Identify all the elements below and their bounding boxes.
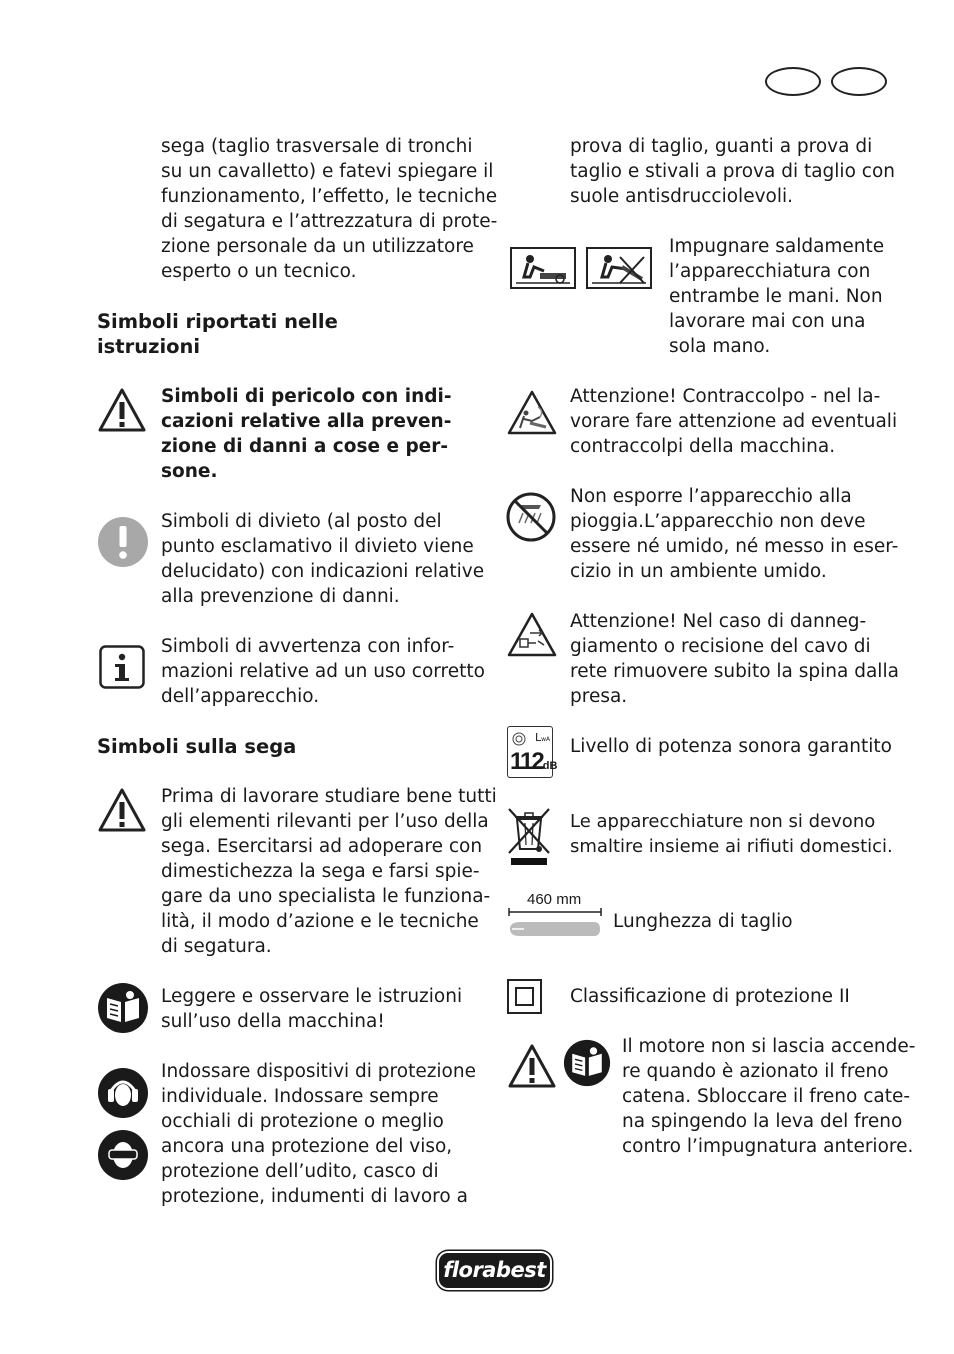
kickback-warning-icon (506, 389, 558, 437)
kickback-text: Attenzione! Contraccolpo - nel la- vorare fare attenzione ad eventuali contraccolpi della macchina. (570, 386, 898, 457)
heading-saw-symbols: Simboli sulla sega (97, 735, 297, 758)
warning-triangle-icon (97, 387, 147, 433)
sound-power-label-icon (507, 726, 558, 778)
language-oval-right (831, 67, 887, 96)
ppe-paragraph: Indossare dispositivi di protezione individuale. Indossare sempre occhiali di protezione o meglio ancora una protezione del viso, protezione dell’udito, casco di protezione, indumenti di lavoro a (161, 1061, 476, 1207)
cable-damage-text: Attenzione! Nel caso di danneg- giamento o recisione del cavo di rete rimuovere subito la spina dalla presa. (570, 611, 899, 707)
cable-damage-warning-icon (506, 611, 558, 659)
prohibition-symbols-text: Simboli di divieto (al posto del punto esclamativo il divieto viene delucidato) con indicazioni relative alla prevenzione di danni. (161, 511, 485, 607)
motor-brake-text: Il motore non si lascia accende- re quando è azionato il freno catena. Sbloccare il freno cate- na spingendo la leva del freno contro l’impugnatura anteriore. (622, 1036, 916, 1157)
info-icon (99, 645, 145, 689)
weee-text: Le apparecchiature non si devono smaltire insieme ai rifiuti domestici. (570, 811, 893, 857)
eye-protection-icon (97, 1129, 149, 1181)
sound-wave-icon (512, 732, 526, 746)
prohibition-circle-icon (97, 516, 149, 568)
protection-class-ii-icon (507, 979, 542, 1014)
one-hand-prohibited-icon (586, 247, 652, 289)
read-manual-icon (563, 1039, 611, 1087)
ear-protection-icon (97, 1067, 149, 1119)
info-symbols-text: Simboli di avvertenza con infor- mazioni relative ad un uso corretto dell’apparecchio. (161, 636, 485, 707)
danger-symbols-text: Simboli di pericolo con indi- cazioni relative alla preven- zione di danni a cose e per- sone. (161, 386, 452, 482)
warning-triangle-icon (97, 787, 147, 833)
cutting-length-text: Lunghezza di taglio (613, 911, 793, 932)
two-hands-text: Impugnare saldamente l’apparecchiatura con entrambe le mani. Non lavorare mai con una sola mano. (669, 236, 885, 357)
read-manual-icon (97, 982, 149, 1034)
brand-logo: florabest (439, 1253, 550, 1288)
no-rain-text: Non esporre l’apparecchio alla pioggia.L’apparecchio non deve essere né umido, né messo in eser- cizio in un ambiente umido. (570, 486, 899, 582)
intro-paragraph: sega (taglio trasversale di tronchi su un cavalletto) e fatevi spiegare il funzionamento, l’effetto, le tecniche di segatura e l’attrezzatura di prote- zione personale da un utilizzatore esperto o un tecnico. (161, 136, 498, 282)
read-manual-text: Leggere e osservare le istruzioni sull’uso della macchina! (161, 986, 463, 1032)
guide-bar-icon (508, 906, 602, 936)
no-rain-icon (505, 491, 557, 543)
language-oval-left (765, 67, 821, 96)
protection-class-text: Classificazione di protezione II (570, 986, 850, 1007)
ppe-continued-text: prova di taglio, guanti a prova di taglio e stivali a prova di taglio con suole antisdrucciolevoli. (570, 136, 895, 207)
bar-length-label: 460 mm (527, 891, 582, 908)
sound-level-symbol: LwA (535, 731, 551, 744)
sound-level-value: 112dB (510, 748, 558, 775)
sound-power-text: Livello di potenza sonora garantito (570, 736, 892, 757)
two-hands-operation-icon (510, 247, 576, 289)
study-paragraph: Prima di lavorare studiare bene tutti gli elementi rilevanti per l’uso della sega. Esercitarsi ad adoperare con dimestichezza la sega e farsi spie- gare da uno specialista le funziona- lità, il modo d’azione e le tecniche di segatura. (161, 786, 497, 957)
warning-triangle-icon (507, 1043, 557, 1089)
heading-instruction-symbols: Simboli riportati nelle istruzioni (97, 310, 338, 358)
weee-crossed-bin-icon (505, 805, 553, 867)
